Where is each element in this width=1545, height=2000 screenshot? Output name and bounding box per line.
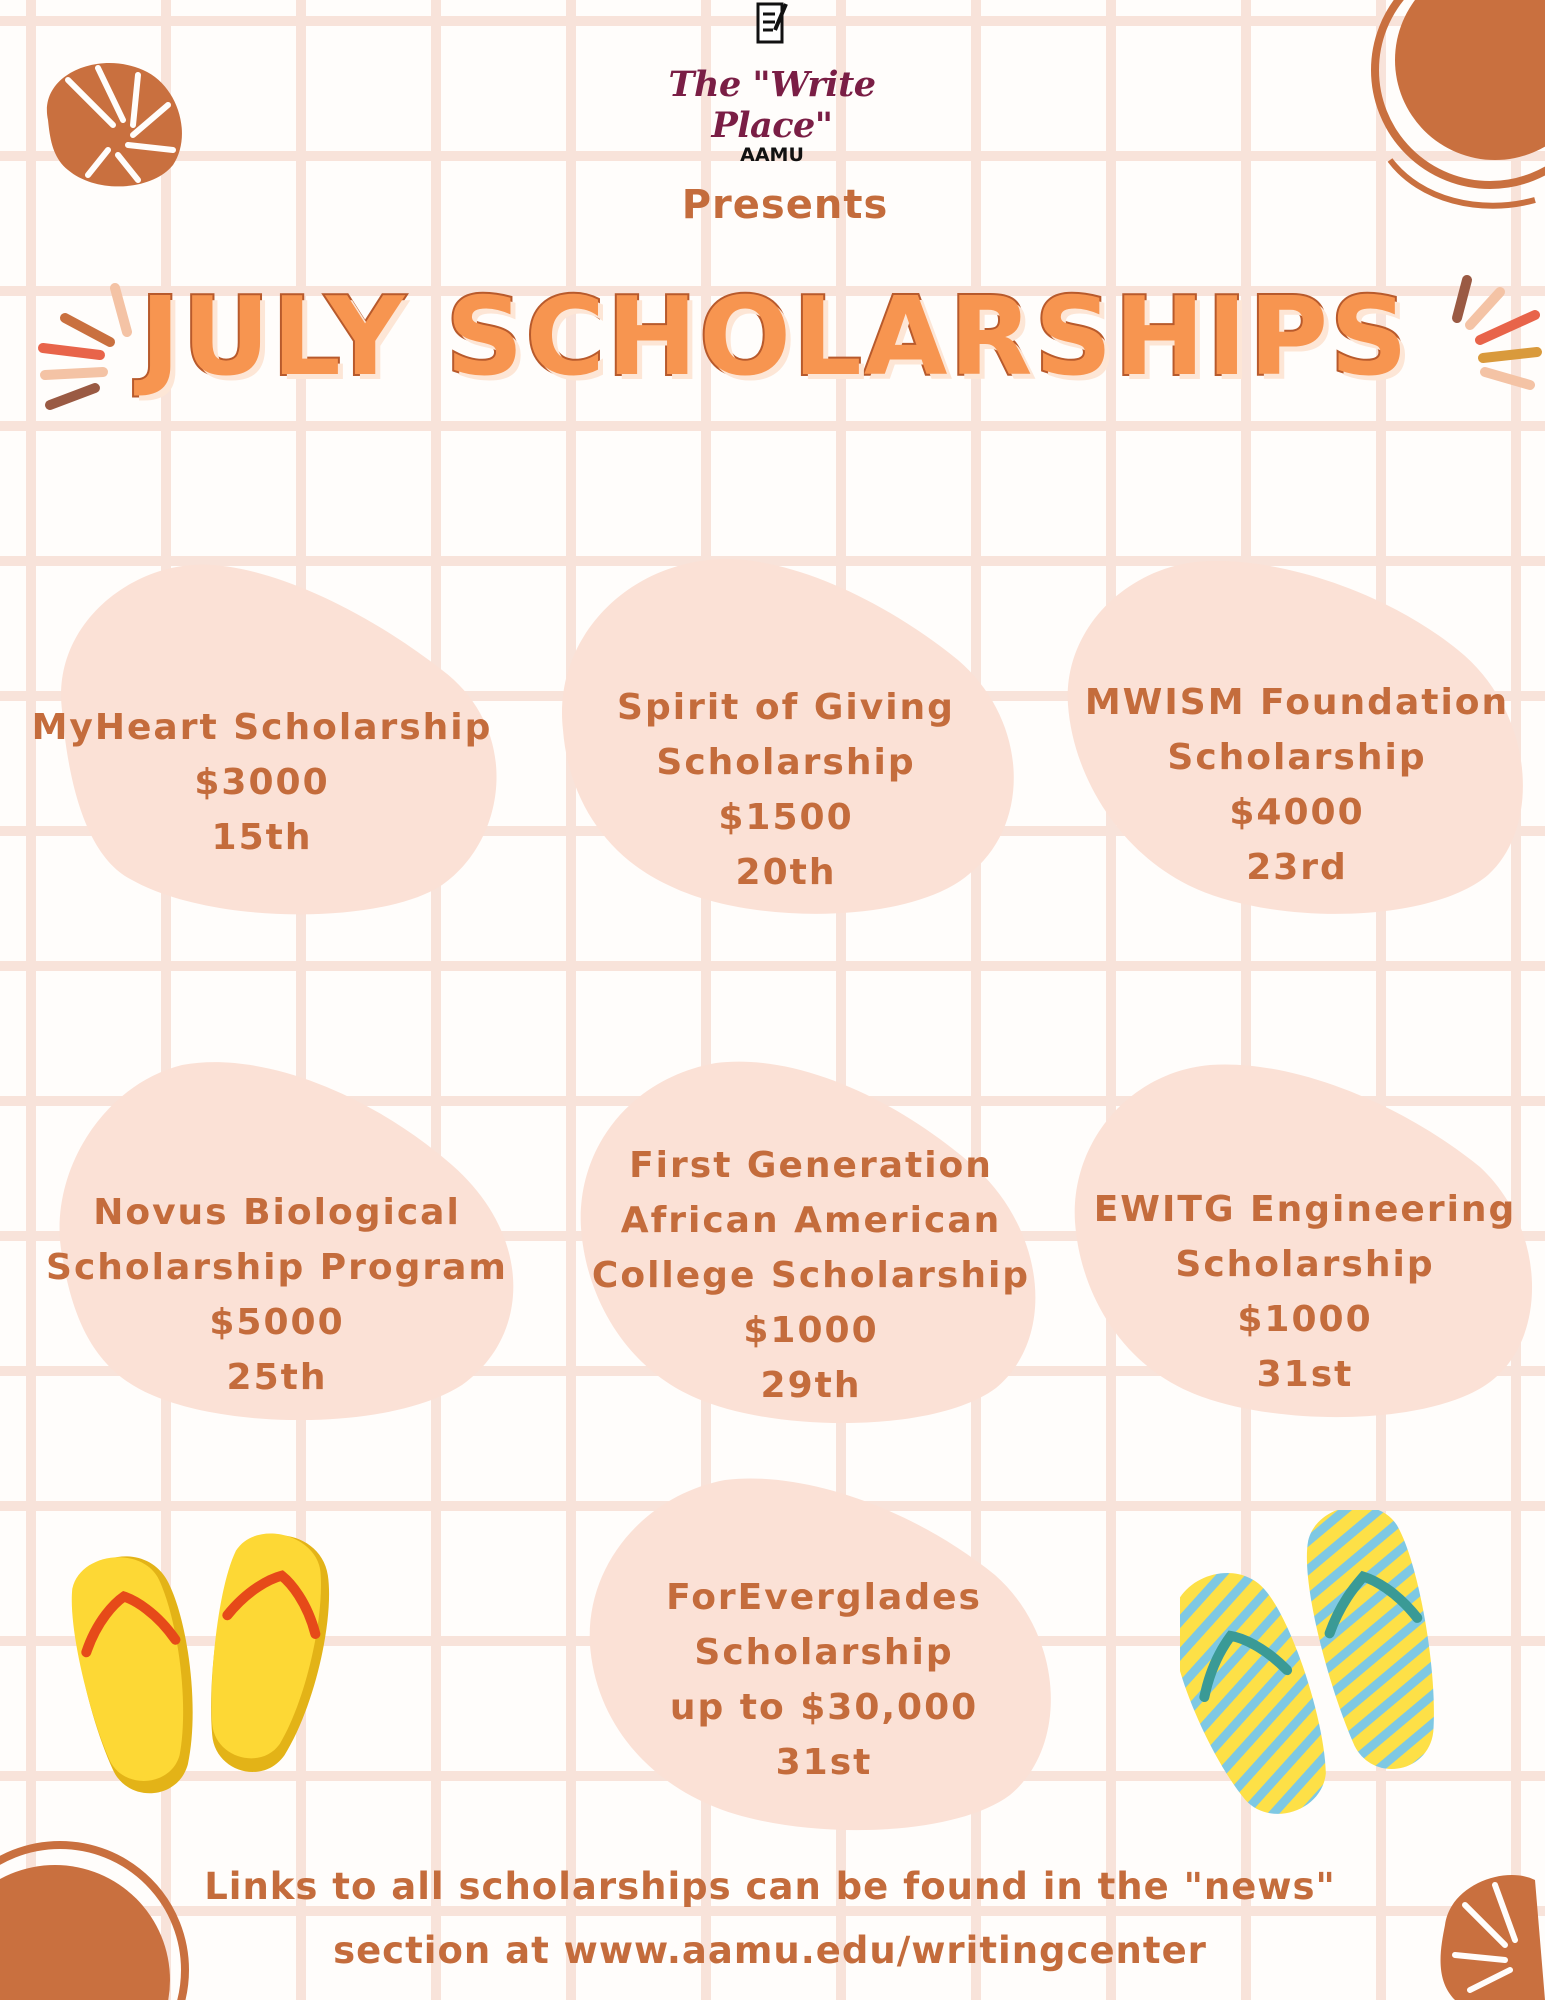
scholarship-due: 31st	[1256, 1354, 1354, 1395]
scholarship-card	[22, 560, 502, 920]
scholarship-card	[1070, 1062, 1540, 1424]
scholarship-name-line: First Generation	[629, 1145, 993, 1186]
scholarship-amount: $4000	[1229, 792, 1365, 833]
scholarship-text	[548, 680, 1024, 900]
monstera-leaf-icon-bottom	[1425, 1865, 1545, 2000]
striped-flip-flops-icon	[1180, 1510, 1460, 1830]
scholarship-name-line: MWISM Foundation	[1084, 682, 1510, 723]
scholarship-card	[1058, 555, 1536, 920]
sparkle-right-decoration	[1445, 270, 1545, 395]
scholarship-name-line: African American	[620, 1200, 1002, 1241]
scholarship-due: 31st	[775, 1742, 873, 1783]
footer-line: Links to all scholarships can be found in the "news"	[204, 1865, 1336, 1908]
scholarship-amount: $1000	[1237, 1299, 1373, 1340]
footer-line: section at www.aamu.edu/writingcenter	[333, 1929, 1207, 1972]
page-title: JULY SCHOLARSHIPS	[140, 275, 1410, 400]
scholarship-name-line: Scholarship	[694, 1632, 954, 1673]
scholarship-due: 20th	[735, 852, 837, 893]
scholarship-card	[32, 1055, 522, 1420]
scholarship-name-line: Scholarship Program	[46, 1247, 508, 1288]
presents-heading: Presents	[681, 182, 889, 228]
scholarship-name-line: Spirit of Giving	[617, 687, 955, 728]
scholarship-text	[576, 1138, 1046, 1413]
scholarship-due: 29th	[760, 1365, 862, 1406]
scholarship-card	[576, 1058, 1046, 1428]
scholarship-card	[585, 1475, 1063, 1835]
logo	[612, 0, 932, 166]
scholarship-name-line: Scholarship	[1167, 737, 1427, 778]
footer-note	[170, 1855, 1370, 1983]
scholarship-due: 25th	[226, 1357, 328, 1398]
scholarship-name-line: EWITG Engineering	[1093, 1189, 1517, 1230]
scholarship-name-line: Novus Biological	[93, 1192, 461, 1233]
scholarship-due: 23rd	[1246, 847, 1348, 888]
scholarship-amount: up to $30,000	[669, 1687, 979, 1728]
scholarship-amount: $5000	[209, 1302, 345, 1343]
yellow-flip-flops-icon	[70, 1515, 350, 1815]
logo-name: The "Write Place"	[668, 64, 876, 146]
scholarship-name: MyHeart Scholarship	[31, 707, 493, 748]
scholarship-text	[1070, 1182, 1540, 1402]
scholarship-text	[1058, 675, 1536, 895]
scholarship-amount: $3000	[194, 762, 330, 803]
monstera-leaf-icon	[28, 50, 188, 190]
scholarship-name-line: ForEverglades	[666, 1577, 982, 1618]
document-pencil-icon	[755, 0, 789, 50]
scholarship-amount: $1500	[718, 797, 854, 838]
scholarship-text	[22, 700, 502, 865]
scholarship-amount: $1000	[743, 1310, 879, 1351]
scholarship-name-line: Scholarship	[1175, 1244, 1435, 1285]
scholarship-name-line: College Scholarship	[591, 1255, 1031, 1296]
scholarship-card	[548, 555, 1024, 920]
logo-subtitle: AAMU	[740, 144, 804, 166]
scholarship-due: 15th	[211, 817, 313, 858]
scholarship-name-line: Scholarship	[656, 742, 916, 783]
orange-circle-decoration	[1360, 0, 1545, 220]
scholarship-text	[585, 1570, 1063, 1790]
scholarship-text	[32, 1185, 522, 1405]
